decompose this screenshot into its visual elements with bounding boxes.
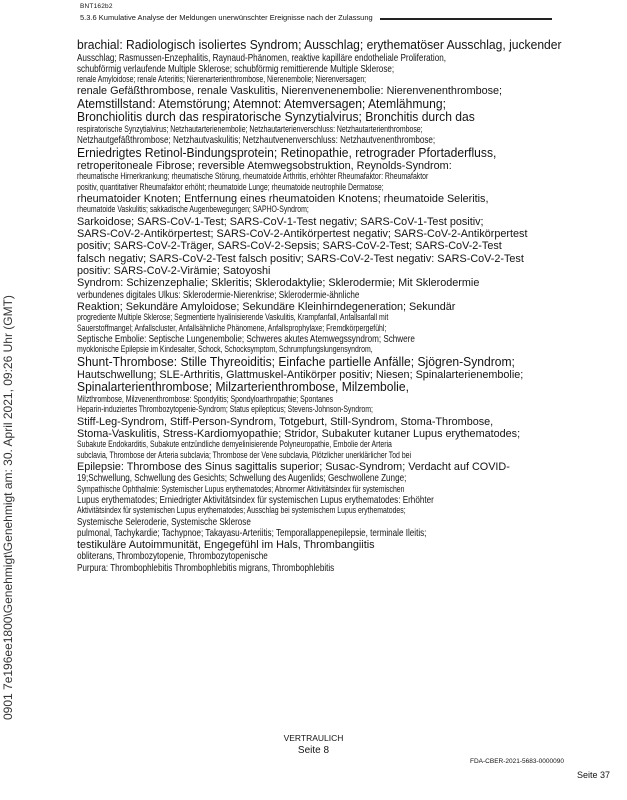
text-line: Purpura: Thrombophlebitis Thrombophlebitis migrans, Thrombophlebitis <box>77 562 335 574</box>
text-line: renale Gefäßthrombose, renale Vaskulitis, Nierenvenenembolie: Nierenvenenthrombose; <box>77 85 503 98</box>
outer-page-number: Seite 37 <box>577 770 611 780</box>
text-line: Stoma-Vaskulitis, Stress-Kardiomyopathie; Stridor, Subakuter kutaner Lupus erythematodes; <box>77 428 521 441</box>
text-line: Spinalarterienthrombose; Milzarterienthrombose, Milzembolie, <box>77 380 409 395</box>
text-line: positiv, quantitativer Rheumafaktor erhöht; rheumatoide Lunge; rheumatoide neutrophile Dermatose; <box>77 181 384 193</box>
text-line: Hautschwellung; SLE-Arthritis, Glattmuskel-Antikörper positiv; Niesen; Spinalarterienembolie; <box>77 369 524 382</box>
text-line: Heparin-induziertes Thrombozytopenie-Syndrom; Status epilepticus; Stevens-Johnson-Syndrom; <box>77 404 373 416</box>
text-line: Sarkoidose; SARS-CoV-1-Test; SARS-CoV-1-Test negativ; SARS-CoV-1-Test positiv; <box>77 215 484 228</box>
text-line: verbundenes digitales Ulkus: Sklerodermie-Nierenkrise; Sklerodermie-ähnliche <box>77 289 360 301</box>
text-line: obliterans, Thrombozytopenie, Thrombozytopenische <box>77 551 268 563</box>
text-line: Systemische Seleroderie, Systemische Sklerose <box>77 516 251 528</box>
text-line: Lupus erythematodes; Erniedrigter Aktivitätsindex für systemischen Lupus erythematodes: Erhöhter <box>77 495 434 507</box>
document-id: BNT162b2 <box>80 3 113 10</box>
text-line: progrediente Multiple Sklerose; Segmentierte hyalinisierende Vaskulitis, Krampfanfall, Anfallsanfall mit <box>77 312 389 324</box>
page-number: Seite 8 <box>297 745 330 756</box>
text-line: SARS-CoV-2-Antikörpertest; SARS-CoV-2-Antikörpertest negativ; SARS-CoV-2-Antikörpertest <box>77 228 528 241</box>
text-line: Erniedrigtes Retinol-Bindungsprotein; Retinopathie, retrograder Pfortaderfluss, <box>77 145 497 160</box>
text-line: positiv; SARS-CoV-2-Träger, SARS-CoV-2-Sepsis; SARS-CoV-2-Test; SARS-CoV-2-Test <box>77 240 502 253</box>
confidential-label: VERTRAULICH <box>283 733 344 743</box>
text-line: testikuläre Autoimmunität, Engegefühl im Hals, Thrombangiitis <box>77 539 375 552</box>
text-line: Reaktion; Sekundäre Amyloidose; Sekundäre Kleinhirndegeneration; Sekundär <box>77 300 456 313</box>
text-line: brachial: Radiologisch isoliertes Syndrom; Ausschlag; erythematöser Ausschlag, juckender <box>77 38 562 52</box>
text-line: subclavia, Thrombose der Arteria subclavia; Thrombose der Vene subclavia, Plötzlicher unerklärlicher Tod bei <box>77 449 412 461</box>
text-line: Netzhautgefäßthrombose; Netzhautvaskulitis; Netzhautvenenverschluss: Netzhautvenenthrombose; <box>77 135 436 147</box>
text-line: Stiff-Leg-Syndrom, Stiff-Person-Syndrom, Totgeburt, Still-Syndrom, Stoma-Thrombose, <box>77 415 494 428</box>
text-line: pulmonal, Tachykardie; Tachypnoe; Takayasu-Arteriitis; Temporallappenepilepsie, terminale Ileitis; <box>77 527 427 539</box>
text-line: 19;Schwellung, Schwellung des Gesichts; Schwellung des Augenlids; Geschwollene Zunge; <box>77 473 407 485</box>
text-line: myoklonische Epilepsie im Kindesalter, Schock, Schocksymptom, Schrumpfungslungensyndrom, <box>77 344 373 356</box>
text-line: Sympathische Ophthalmie: Systemischer Lupus erythematodes; Abnormer Aktivitätsindex für systemischen <box>77 483 405 495</box>
text-line: Milzthrombose, Milzvenenthrombose: Spondylitis; Spondyloarthropathie; Spontanes <box>77 394 334 406</box>
text-line: rheumatische Hirnerkrankung; rheumatische Störung, rheumatoide Arthritis, erhöhter Rheumafaktor: Rheumafaktor <box>77 171 429 183</box>
text-line: rheumatoider Knoten; Entfernung eines rheumatoiden Knotens; rheumatoide Seleritis, <box>77 193 489 206</box>
text-line: falsch negativ; SARS-CoV-2-Test falsch positiv; SARS-CoV-2-Test negativ: SARS-CoV-2-Test <box>77 252 524 265</box>
bates-number: FDA-CBER-2021-5683-0000090 <box>470 758 564 765</box>
text-line: Bronchiolitis durch das respiratorische Synzytialvirus; Bronchitis durch das <box>77 110 475 125</box>
body-text <box>77 39 577 574</box>
text-line: Atemstillstand: Atemstörung; Atemnot: Atemversagen; Atemlähmung; <box>77 96 446 111</box>
text-line: respiratorische Synzytialvirus; Netzhautarterienembolie; Netzhautarterienverschluss: Netzhautarterienthrombose; <box>77 123 423 135</box>
approval-stamp: 0901 7e196ee1800\Genehmigt\Genehmigt am: 30. April 2021, 09:26 Uhr (GMT) <box>1 295 15 720</box>
text-line: Subakute Endokarditis, Subakute entzündliche demyelinisierende Polyneuropathie, Embolie der Arteria <box>77 439 392 451</box>
text-line: schubförmig verlaufende Multiple Sklerose; schubförmig remittierende Multiple Sklerose; <box>77 63 395 75</box>
text-line: Aktivitätsindex für systemischen Lupus erythematodes; Ausschlag bei systemischem Lupus erythematodes; <box>77 505 406 517</box>
text-line: Epilepsie: Thrombose des Sinus sagittalis superior; Susac-Syndrom; Verdacht auf COVID- <box>77 461 510 474</box>
section-title: 5.3.6 Kumulative Analyse der Meldungen unerwünschter Ereignisse nach der Zulassung <box>80 13 373 22</box>
header-rule <box>380 18 552 20</box>
text-line: retroperitoneale Fibrose; reversible Atemwegsobstruktion, Reynolds-Syndrom: <box>77 160 452 173</box>
text-line: Syndrom: Schizenzephalie; Skleritis; Sklerodaktylie; Sklerodermie; Mit Sklerodermie <box>77 277 480 290</box>
text-line: Sauerstoffmangel; Anfallscluster, Anfallsähnliche Phänomene, Anfallsprophylaxe; Fremdkörpergefühl; <box>77 322 387 334</box>
text-line: Septische Embolie: Septische Lungenembolie; Schweres akutes Atemwegssyndrom; Schwere <box>77 333 415 345</box>
text-line: positiv: SARS-CoV-2-Virämie; Satoyoshi <box>77 265 271 278</box>
text-line: Shunt-Thrombose: Stille Thyreoiditis; Einfache partielle Anfälle; Sjögren-Syndrom; <box>77 354 515 369</box>
text-line: Ausschlag; Rasmussen-Enzephalitis, Raynaud-Phänomen, reaktive kapilläre endotheliale Proliferation, <box>77 52 446 64</box>
text-line: renale Amyloidose; renale Arteriitis; Nierenarterienthrombose, Nierenembolie; Nierenversagen; <box>77 74 367 86</box>
text-line: rheumatoide Vaskulitis; sakkadische Augenbewegungen; SAPHO-Syndrom; <box>77 204 309 216</box>
